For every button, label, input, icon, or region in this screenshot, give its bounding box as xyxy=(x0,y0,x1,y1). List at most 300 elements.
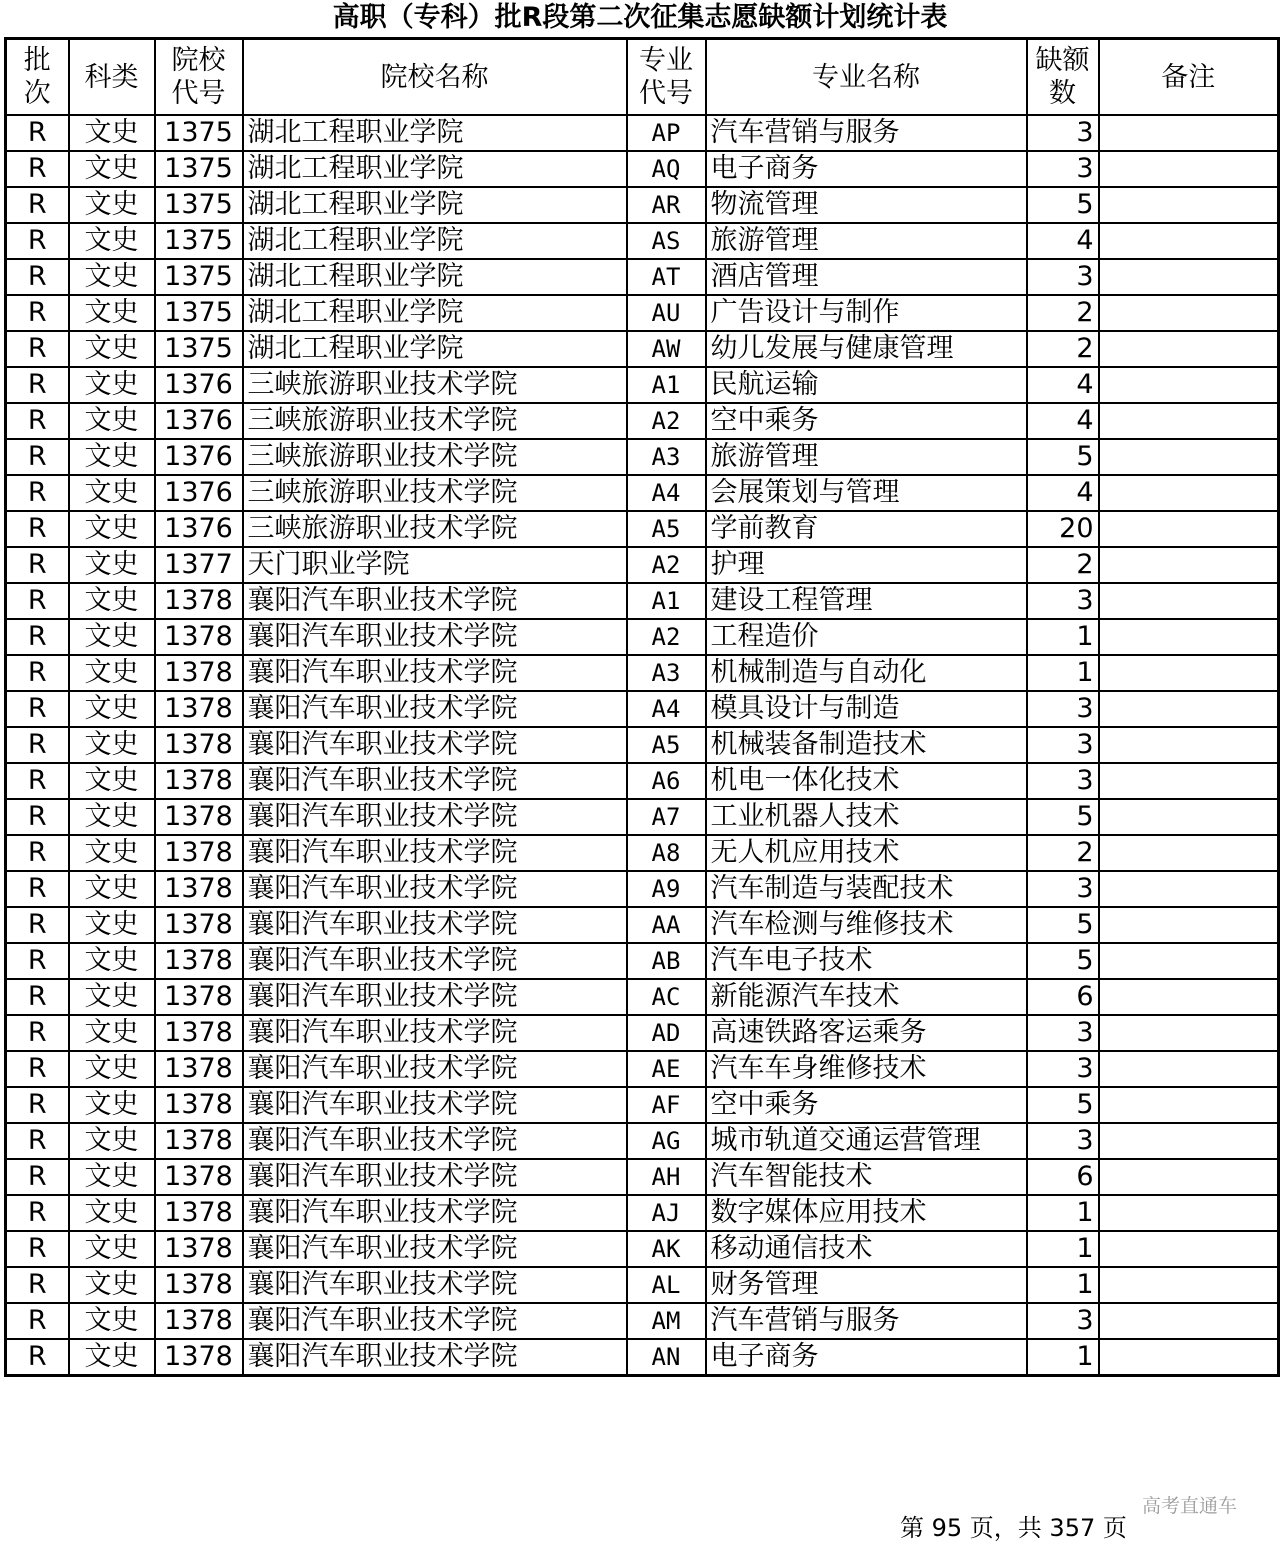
table-row xyxy=(6,763,1279,799)
cell-major-code: A2 xyxy=(627,403,706,439)
cell-category: 文史 xyxy=(69,1015,155,1051)
cell-batch: R xyxy=(6,331,69,367)
cell-major-code: A6 xyxy=(627,763,706,799)
table-row xyxy=(6,655,1279,691)
cell-major-code: A5 xyxy=(627,727,706,763)
header-vacancy: 缺额 数 xyxy=(1027,39,1099,116)
cell-school-code: 1375 xyxy=(155,187,243,223)
cell-batch: R xyxy=(6,799,69,835)
cell-school-name: 襄阳汽车职业技术学院 xyxy=(243,1339,627,1376)
cell-school-name: 襄阳汽车职业技术学院 xyxy=(243,1303,627,1339)
cell-major-name: 机械制造与自动化 xyxy=(706,655,1027,691)
cell-major-code: AJ xyxy=(627,1195,706,1231)
cell-category: 文史 xyxy=(69,799,155,835)
cell-school-code: 1376 xyxy=(155,439,243,475)
cell-major-code: A1 xyxy=(627,367,706,403)
cell-school-name: 襄阳汽车职业技术学院 xyxy=(243,583,627,619)
cell-school-code: 1378 xyxy=(155,943,243,979)
cell-school-code: 1378 xyxy=(155,1159,243,1195)
cell-vacancy: 4 xyxy=(1027,223,1099,259)
cell-major-code: AG xyxy=(627,1123,706,1159)
cell-vacancy: 1 xyxy=(1027,1267,1099,1303)
cell-category: 文史 xyxy=(69,1231,155,1267)
cell-batch: R xyxy=(6,367,69,403)
cell-school-name: 湖北工程职业学院 xyxy=(243,187,627,223)
cell-school-name: 襄阳汽车职业技术学院 xyxy=(243,655,627,691)
cell-school-code: 1378 xyxy=(155,1015,243,1051)
cell-category: 文史 xyxy=(69,763,155,799)
cell-school-code: 1378 xyxy=(155,1339,243,1376)
cell-school-name: 三峡旅游职业技术学院 xyxy=(243,511,627,547)
cell-category: 文史 xyxy=(69,1123,155,1159)
header-school-code: 院校 代号 xyxy=(155,39,243,116)
cell-category: 文史 xyxy=(69,511,155,547)
table-row xyxy=(6,1231,1279,1267)
watermark: 高考直通车 xyxy=(1142,1495,1238,1517)
cell-category: 文史 xyxy=(69,295,155,331)
table-row xyxy=(6,583,1279,619)
cell-vacancy: 3 xyxy=(1027,1123,1099,1159)
cell-remarks xyxy=(1099,943,1279,979)
cell-school-code: 1378 xyxy=(155,1303,243,1339)
cell-remarks xyxy=(1099,547,1279,583)
cell-remarks xyxy=(1099,583,1279,619)
cell-school-name: 三峡旅游职业技术学院 xyxy=(243,475,627,511)
cell-school-code: 1375 xyxy=(155,223,243,259)
cell-category: 文史 xyxy=(69,1267,155,1303)
cell-major-name: 无人机应用技术 xyxy=(706,835,1027,871)
cell-category: 文史 xyxy=(69,619,155,655)
cell-school-name: 襄阳汽车职业技术学院 xyxy=(243,1159,627,1195)
cell-major-code: A5 xyxy=(627,511,706,547)
cell-remarks xyxy=(1099,691,1279,727)
cell-vacancy: 2 xyxy=(1027,547,1099,583)
cell-major-code: A2 xyxy=(627,619,706,655)
cell-major-code: A1 xyxy=(627,583,706,619)
cell-vacancy: 3 xyxy=(1027,763,1099,799)
cell-batch: R xyxy=(6,115,69,151)
table-row xyxy=(6,799,1279,835)
cell-remarks xyxy=(1099,1231,1279,1267)
cell-batch: R xyxy=(6,1195,69,1231)
cell-major-code: A3 xyxy=(627,439,706,475)
cell-major-name: 新能源汽车技术 xyxy=(706,979,1027,1015)
cell-batch: R xyxy=(6,835,69,871)
cell-batch: R xyxy=(6,655,69,691)
cell-major-name: 工程造价 xyxy=(706,619,1027,655)
cell-school-code: 1378 xyxy=(155,1231,243,1267)
header-category: 科类 xyxy=(69,39,155,116)
cell-category: 文史 xyxy=(69,475,155,511)
cell-school-code: 1378 xyxy=(155,979,243,1015)
table-row xyxy=(6,1015,1279,1051)
cell-remarks xyxy=(1099,907,1279,943)
cell-major-code: A4 xyxy=(627,475,706,511)
cell-major-name: 工业机器人技术 xyxy=(706,799,1027,835)
table-row xyxy=(6,1195,1279,1231)
cell-category: 文史 xyxy=(69,331,155,367)
cell-batch: R xyxy=(6,1267,69,1303)
cell-school-code: 1378 xyxy=(155,907,243,943)
cell-school-name: 天门职业学院 xyxy=(243,547,627,583)
cell-vacancy: 5 xyxy=(1027,1087,1099,1123)
cell-school-code: 1378 xyxy=(155,619,243,655)
cell-school-code: 1375 xyxy=(155,259,243,295)
cell-major-code: AN xyxy=(627,1339,706,1376)
cell-remarks xyxy=(1099,403,1279,439)
table-row xyxy=(6,115,1279,151)
cell-batch: R xyxy=(6,979,69,1015)
cell-remarks xyxy=(1099,295,1279,331)
cell-vacancy: 6 xyxy=(1027,979,1099,1015)
table-body xyxy=(6,115,1279,1376)
cell-major-code: A8 xyxy=(627,835,706,871)
cell-batch: R xyxy=(6,1051,69,1087)
cell-school-code: 1378 xyxy=(155,871,243,907)
cell-remarks xyxy=(1099,511,1279,547)
cell-remarks xyxy=(1099,1303,1279,1339)
cell-batch: R xyxy=(6,619,69,655)
cell-school-name: 湖北工程职业学院 xyxy=(243,151,627,187)
cell-school-name: 襄阳汽车职业技术学院 xyxy=(243,1267,627,1303)
cell-batch: R xyxy=(6,691,69,727)
cell-vacancy: 1 xyxy=(1027,1231,1099,1267)
cell-remarks xyxy=(1099,1123,1279,1159)
table-row xyxy=(6,1159,1279,1195)
cell-remarks xyxy=(1099,1015,1279,1051)
cell-major-name: 机械装备制造技术 xyxy=(706,727,1027,763)
cell-major-code: AR xyxy=(627,187,706,223)
cell-vacancy: 1 xyxy=(1027,655,1099,691)
table-row xyxy=(6,943,1279,979)
table-row xyxy=(6,907,1279,943)
cell-vacancy: 2 xyxy=(1027,835,1099,871)
cell-category: 文史 xyxy=(69,1195,155,1231)
cell-major-code: A4 xyxy=(627,691,706,727)
cell-batch: R xyxy=(6,727,69,763)
cell-remarks xyxy=(1099,799,1279,835)
table-row xyxy=(6,1339,1279,1376)
cell-school-code: 1378 xyxy=(155,655,243,691)
cell-major-code: A7 xyxy=(627,799,706,835)
cell-remarks xyxy=(1099,187,1279,223)
cell-batch: R xyxy=(6,547,69,583)
cell-vacancy: 3 xyxy=(1027,583,1099,619)
cell-category: 文史 xyxy=(69,655,155,691)
table-row xyxy=(6,871,1279,907)
cell-category: 文史 xyxy=(69,223,155,259)
table-row xyxy=(6,1303,1279,1339)
cell-category: 文史 xyxy=(69,1051,155,1087)
cell-school-code: 1378 xyxy=(155,691,243,727)
cell-vacancy: 3 xyxy=(1027,151,1099,187)
cell-batch: R xyxy=(6,871,69,907)
cell-school-name: 湖北工程职业学院 xyxy=(243,223,627,259)
table-row xyxy=(6,727,1279,763)
cell-major-name: 旅游管理 xyxy=(706,439,1027,475)
cell-major-code: AQ xyxy=(627,151,706,187)
cell-major-name: 空中乘务 xyxy=(706,403,1027,439)
cell-vacancy: 5 xyxy=(1027,439,1099,475)
cell-major-name: 数字媒体应用技术 xyxy=(706,1195,1027,1231)
cell-school-name: 三峡旅游职业技术学院 xyxy=(243,367,627,403)
cell-major-code: A2 xyxy=(627,547,706,583)
cell-school-name: 襄阳汽车职业技术学院 xyxy=(243,691,627,727)
table-row xyxy=(6,367,1279,403)
cell-category: 文史 xyxy=(69,583,155,619)
cell-school-code: 1376 xyxy=(155,367,243,403)
table-row xyxy=(6,259,1279,295)
cell-major-code: AU xyxy=(627,295,706,331)
cell-vacancy: 1 xyxy=(1027,1339,1099,1376)
cell-batch: R xyxy=(6,223,69,259)
cell-school-code: 1376 xyxy=(155,403,243,439)
cell-school-name: 湖北工程职业学院 xyxy=(243,259,627,295)
cell-category: 文史 xyxy=(69,1159,155,1195)
cell-school-code: 1375 xyxy=(155,331,243,367)
cell-school-code: 1378 xyxy=(155,835,243,871)
page-footer: 第 95 页，共 357 页 xyxy=(900,1514,1127,1542)
table-row xyxy=(6,439,1279,475)
cell-major-name: 会展策划与管理 xyxy=(706,475,1027,511)
table-row xyxy=(6,547,1279,583)
cell-major-code: AL xyxy=(627,1267,706,1303)
cell-category: 文史 xyxy=(69,1339,155,1376)
cell-category: 文史 xyxy=(69,907,155,943)
cell-category: 文史 xyxy=(69,259,155,295)
table-row xyxy=(6,1123,1279,1159)
cell-category: 文史 xyxy=(69,871,155,907)
cell-batch: R xyxy=(6,259,69,295)
cell-major-name: 民航运输 xyxy=(706,367,1027,403)
cell-school-name: 襄阳汽车职业技术学院 xyxy=(243,907,627,943)
cell-school-code: 1378 xyxy=(155,1051,243,1087)
cell-major-name: 旅游管理 xyxy=(706,223,1027,259)
cell-vacancy: 3 xyxy=(1027,727,1099,763)
cell-school-code: 1378 xyxy=(155,1195,243,1231)
cell-school-name: 襄阳汽车职业技术学院 xyxy=(243,763,627,799)
cell-category: 文史 xyxy=(69,979,155,1015)
cell-vacancy: 3 xyxy=(1027,871,1099,907)
cell-major-name: 广告设计与制作 xyxy=(706,295,1027,331)
cell-category: 文史 xyxy=(69,547,155,583)
cell-school-code: 1378 xyxy=(155,727,243,763)
cell-vacancy: 3 xyxy=(1027,259,1099,295)
table-row xyxy=(6,187,1279,223)
cell-batch: R xyxy=(6,1303,69,1339)
cell-major-name: 空中乘务 xyxy=(706,1087,1027,1123)
cell-school-name: 襄阳汽车职业技术学院 xyxy=(243,1231,627,1267)
cell-batch: R xyxy=(6,583,69,619)
cell-school-name: 湖北工程职业学院 xyxy=(243,331,627,367)
header-major-name: 专业名称 xyxy=(706,39,1027,116)
cell-vacancy: 4 xyxy=(1027,367,1099,403)
cell-batch: R xyxy=(6,439,69,475)
cell-major-name: 汽车营销与服务 xyxy=(706,1303,1027,1339)
table-row xyxy=(6,331,1279,367)
cell-category: 文史 xyxy=(69,367,155,403)
cell-major-name: 财务管理 xyxy=(706,1267,1027,1303)
cell-remarks xyxy=(1099,331,1279,367)
cell-school-code: 1375 xyxy=(155,115,243,151)
cell-school-name: 三峡旅游职业技术学院 xyxy=(243,439,627,475)
cell-school-code: 1376 xyxy=(155,511,243,547)
cell-vacancy: 5 xyxy=(1027,943,1099,979)
cell-school-code: 1378 xyxy=(155,1267,243,1303)
cell-vacancy: 20 xyxy=(1027,511,1099,547)
cell-remarks xyxy=(1099,871,1279,907)
cell-remarks xyxy=(1099,619,1279,655)
cell-vacancy: 4 xyxy=(1027,475,1099,511)
cell-remarks xyxy=(1099,439,1279,475)
table-row xyxy=(6,979,1279,1015)
cell-school-name: 襄阳汽车职业技术学院 xyxy=(243,799,627,835)
cell-category: 文史 xyxy=(69,943,155,979)
header-batch: 批 次 xyxy=(6,39,69,116)
cell-major-code: AB xyxy=(627,943,706,979)
cell-school-name: 湖北工程职业学院 xyxy=(243,295,627,331)
cell-batch: R xyxy=(6,763,69,799)
header-remarks: 备注 xyxy=(1099,39,1279,116)
cell-school-name: 襄阳汽车职业技术学院 xyxy=(243,619,627,655)
cell-category: 文史 xyxy=(69,1303,155,1339)
cell-major-name: 汽车营销与服务 xyxy=(706,115,1027,151)
cell-vacancy: 6 xyxy=(1027,1159,1099,1195)
cell-remarks xyxy=(1099,223,1279,259)
cell-major-code: AF xyxy=(627,1087,706,1123)
cell-remarks xyxy=(1099,259,1279,295)
table-row xyxy=(6,475,1279,511)
cell-remarks xyxy=(1099,835,1279,871)
cell-major-name: 汽车检测与维修技术 xyxy=(706,907,1027,943)
cell-batch: R xyxy=(6,151,69,187)
cell-category: 文史 xyxy=(69,187,155,223)
table-row xyxy=(6,403,1279,439)
cell-major-code: AP xyxy=(627,115,706,151)
table-row xyxy=(6,511,1279,547)
cell-school-name: 三峡旅游职业技术学院 xyxy=(243,403,627,439)
cell-major-code: AE xyxy=(627,1051,706,1087)
cell-school-code: 1378 xyxy=(155,1087,243,1123)
cell-major-name: 模具设计与制造 xyxy=(706,691,1027,727)
cell-major-code: AA xyxy=(627,907,706,943)
table-row xyxy=(6,223,1279,259)
cell-major-name: 电子商务 xyxy=(706,1339,1027,1376)
cell-category: 文史 xyxy=(69,727,155,763)
cell-remarks xyxy=(1099,1339,1279,1376)
table-row xyxy=(6,151,1279,187)
table-header-row xyxy=(6,39,1279,116)
cell-batch: R xyxy=(6,475,69,511)
cell-major-name: 学前教育 xyxy=(706,511,1027,547)
cell-remarks xyxy=(1099,151,1279,187)
cell-category: 文史 xyxy=(69,115,155,151)
table-row xyxy=(6,835,1279,871)
cell-major-name: 汽车电子技术 xyxy=(706,943,1027,979)
cell-remarks xyxy=(1099,727,1279,763)
cell-school-code: 1378 xyxy=(155,799,243,835)
vacancy-table xyxy=(4,37,1280,1377)
cell-major-code: AW xyxy=(627,331,706,367)
cell-vacancy: 1 xyxy=(1027,1195,1099,1231)
cell-major-name: 酒店管理 xyxy=(706,259,1027,295)
cell-major-code: AS xyxy=(627,223,706,259)
cell-school-name: 襄阳汽车职业技术学院 xyxy=(243,727,627,763)
cell-batch: R xyxy=(6,943,69,979)
cell-school-name: 襄阳汽车职业技术学院 xyxy=(243,1195,627,1231)
cell-remarks xyxy=(1099,1159,1279,1195)
cell-vacancy: 5 xyxy=(1027,187,1099,223)
table-row xyxy=(6,619,1279,655)
cell-school-code: 1378 xyxy=(155,763,243,799)
table-row xyxy=(6,295,1279,331)
document-title: 高职（专科）批R段第二次征集志愿缺额计划统计表 xyxy=(332,2,948,33)
cell-batch: R xyxy=(6,1123,69,1159)
cell-category: 文史 xyxy=(69,439,155,475)
cell-major-code: AM xyxy=(627,1303,706,1339)
cell-vacancy: 1 xyxy=(1027,619,1099,655)
cell-school-code: 1376 xyxy=(155,475,243,511)
cell-batch: R xyxy=(6,1159,69,1195)
cell-school-name: 湖北工程职业学院 xyxy=(243,115,627,151)
cell-vacancy: 3 xyxy=(1027,1303,1099,1339)
cell-batch: R xyxy=(6,295,69,331)
cell-major-name: 电子商务 xyxy=(706,151,1027,187)
cell-vacancy: 4 xyxy=(1027,403,1099,439)
cell-school-name: 襄阳汽车职业技术学院 xyxy=(243,1015,627,1051)
cell-major-name: 高速铁路客运乘务 xyxy=(706,1015,1027,1051)
cell-remarks xyxy=(1099,979,1279,1015)
cell-vacancy: 3 xyxy=(1027,1051,1099,1087)
cell-school-name: 襄阳汽车职业技术学院 xyxy=(243,871,627,907)
cell-batch: R xyxy=(6,511,69,547)
header-school-name: 院校名称 xyxy=(243,39,627,116)
cell-major-code: AT xyxy=(627,259,706,295)
table-row xyxy=(6,1051,1279,1087)
cell-remarks xyxy=(1099,1195,1279,1231)
cell-batch: R xyxy=(6,187,69,223)
cell-school-name: 襄阳汽车职业技术学院 xyxy=(243,943,627,979)
cell-major-code: AH xyxy=(627,1159,706,1195)
cell-category: 文史 xyxy=(69,835,155,871)
cell-batch: R xyxy=(6,907,69,943)
cell-school-name: 襄阳汽车职业技术学院 xyxy=(243,835,627,871)
cell-batch: R xyxy=(6,403,69,439)
cell-school-name: 襄阳汽车职业技术学院 xyxy=(243,1087,627,1123)
cell-remarks xyxy=(1099,1087,1279,1123)
cell-school-code: 1375 xyxy=(155,151,243,187)
cell-school-name: 襄阳汽车职业技术学院 xyxy=(243,979,627,1015)
cell-vacancy: 5 xyxy=(1027,907,1099,943)
cell-major-name: 汽车车身维修技术 xyxy=(706,1051,1027,1087)
cell-batch: R xyxy=(6,1087,69,1123)
cell-school-name: 襄阳汽车职业技术学院 xyxy=(243,1051,627,1087)
cell-major-code: AD xyxy=(627,1015,706,1051)
cell-major-code: AK xyxy=(627,1231,706,1267)
cell-major-name: 汽车制造与装配技术 xyxy=(706,871,1027,907)
cell-major-code: A3 xyxy=(627,655,706,691)
cell-category: 文史 xyxy=(69,691,155,727)
cell-school-code: 1378 xyxy=(155,1123,243,1159)
cell-major-name: 移动通信技术 xyxy=(706,1231,1027,1267)
cell-vacancy: 5 xyxy=(1027,799,1099,835)
cell-major-name: 汽车智能技术 xyxy=(706,1159,1027,1195)
cell-major-name: 护理 xyxy=(706,547,1027,583)
cell-vacancy: 3 xyxy=(1027,115,1099,151)
cell-category: 文史 xyxy=(69,151,155,187)
cell-school-code: 1375 xyxy=(155,295,243,331)
cell-vacancy: 3 xyxy=(1027,691,1099,727)
